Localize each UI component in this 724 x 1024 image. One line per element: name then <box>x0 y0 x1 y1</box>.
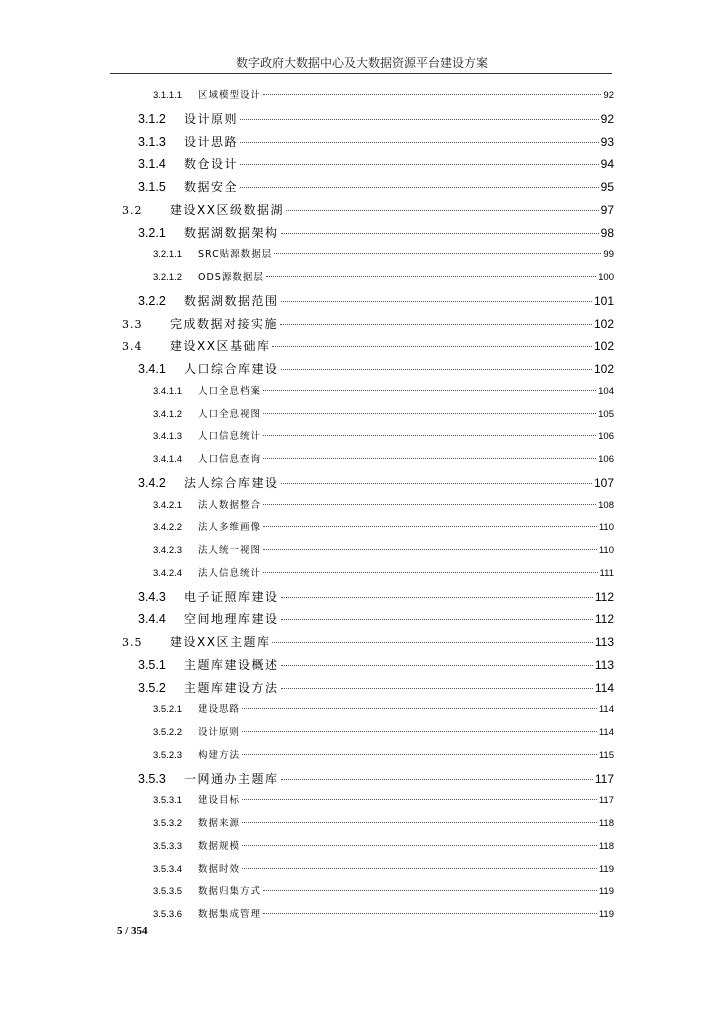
toc-entry-number: 3.5.3.1 <box>153 795 183 807</box>
toc-entry-title: 人口信息统计 <box>198 431 262 443</box>
toc-entry-title: 数据规模 <box>198 840 241 852</box>
toc-dot-leader <box>263 572 598 573</box>
toc-entry[interactable] <box>153 383 614 397</box>
toc-entry-title: 人口全息档案 <box>198 385 262 397</box>
toc-entry-page: 106 <box>598 454 614 465</box>
toc-entry-number: 3.5.3.6 <box>153 909 183 920</box>
toc-dot-leader <box>281 597 593 598</box>
toc-entry-number: 3.4.2.3 <box>153 545 183 556</box>
toc-entry-page: 93 <box>600 134 614 149</box>
toc-entry-title: 数据安全 <box>184 180 239 194</box>
toc-dot-leader <box>281 619 593 620</box>
toc-entry-page: 117 <box>594 771 614 786</box>
toc-entry-title: 人口综合库建设 <box>184 362 279 376</box>
toc-dot-leader <box>242 708 597 709</box>
toc-entry-number: 3.5.3.5 <box>153 886 183 898</box>
toc-entry-page: 110 <box>598 545 614 556</box>
toc-dot-leader <box>286 210 599 211</box>
toc-entry-page: 102 <box>593 316 614 331</box>
toc-entry-title: 数据归集方式 <box>198 886 262 898</box>
toc-dot-leader <box>281 688 593 689</box>
toc-entry[interactable] <box>153 428 614 442</box>
toc-entry[interactable] <box>153 861 614 875</box>
toc-entry-page: 95 <box>600 180 614 194</box>
toc-entry-page: 94 <box>600 157 614 172</box>
toc-dot-leader <box>263 549 597 550</box>
toc-entry-page: 92 <box>600 111 614 126</box>
toc-entry[interactable] <box>153 497 614 511</box>
toc-entry[interactable] <box>153 883 614 897</box>
toc-entry[interactable] <box>138 474 614 491</box>
toc-entry-number: 3.5.3 <box>138 771 166 786</box>
toc-entry[interactable] <box>153 406 614 420</box>
toc-dot-leader <box>263 913 597 914</box>
toc-dot-leader <box>263 435 596 436</box>
toc-entry-title: 数据集成管理 <box>198 909 262 920</box>
toc-entry-page: 119 <box>598 886 614 898</box>
toc-dot-leader <box>263 390 596 391</box>
toc-entry-number: 3.3 <box>122 317 143 331</box>
toc-dot-leader <box>281 779 593 780</box>
toc-dot-leader <box>263 94 601 95</box>
toc-dot-leader <box>281 483 592 484</box>
toc-dot-leader <box>274 253 601 254</box>
toc-entry-title: 建设思路 <box>198 704 241 716</box>
toc-entry-number: 3.2.2 <box>138 293 166 308</box>
toc-entry-title: 建设XX区级数据湖 <box>170 202 284 217</box>
toc-entry-number: 3.5.1 <box>138 657 166 672</box>
page-number: 5 / 354 <box>117 925 148 937</box>
toc-dot-leader <box>263 458 596 459</box>
toc-entry-title: 法人综合库建设 <box>184 475 279 490</box>
toc-entry[interactable] <box>138 224 614 241</box>
toc-entry-number: 3.4 <box>122 340 143 354</box>
toc-entry-number: 3.4.1 <box>138 362 166 376</box>
toc-entry-number: 3.1.1.1 <box>153 90 183 101</box>
toc-entry-page: 113 <box>594 635 614 649</box>
toc-entry-title: 法人信息统计 <box>198 567 262 579</box>
toc-entry-title: 电子证照库建设 <box>184 589 279 604</box>
toc-entry-title: 法人统一视图 <box>198 545 262 556</box>
toc-entry-number: 3.4.2.4 <box>153 567 183 579</box>
toc-entry[interactable] <box>153 838 614 852</box>
toc-dot-leader <box>263 526 597 527</box>
toc-dot-leader <box>242 822 597 823</box>
toc-entry[interactable] <box>138 679 614 696</box>
toc-entry-page: 118 <box>598 840 614 852</box>
toc-entry-title: ODS源数据层 <box>198 272 264 283</box>
toc-entry[interactable] <box>138 178 614 195</box>
toc-entry[interactable] <box>138 610 614 627</box>
toc-entry-title: 人口全息视图 <box>198 408 262 420</box>
toc-dot-leader <box>272 642 592 643</box>
toc-entry[interactable] <box>153 724 614 738</box>
toc-entry[interactable] <box>153 269 614 283</box>
toc-entry[interactable] <box>153 906 614 920</box>
toc-entry[interactable] <box>122 201 614 218</box>
toc-dot-leader <box>240 164 599 165</box>
toc-entry-title: 数据时效 <box>198 863 241 875</box>
toc-dot-leader <box>281 369 592 370</box>
toc-entry-number: 3.1.2 <box>138 111 166 126</box>
toc-entry-number: 3.4.2.2 <box>153 522 183 534</box>
toc-entry-title: SRC贴源数据层 <box>198 249 273 261</box>
toc-dot-leader <box>263 413 596 414</box>
toc-entry-title: 主题库建设概述 <box>184 657 279 672</box>
toc-entry-title: 设计原则 <box>184 111 239 126</box>
toc-dot-leader <box>281 233 599 234</box>
toc-entry[interactable] <box>138 292 614 309</box>
toc-entry-title: 主题库建设方法 <box>184 680 279 695</box>
toc-entry-page: 111 <box>599 567 614 579</box>
toc-entry-number: 3.5.2.2 <box>153 727 183 738</box>
toc-entry[interactable] <box>122 633 614 650</box>
toc-entry-page: 119 <box>598 909 614 920</box>
toc-entry[interactable] <box>138 656 614 673</box>
toc-entry[interactable] <box>138 133 614 150</box>
toc-entry[interactable] <box>122 315 614 332</box>
toc-dot-leader <box>240 142 599 143</box>
toc-entry-title: 人口信息查询 <box>198 454 262 465</box>
toc-entry[interactable] <box>153 565 614 579</box>
toc-entry[interactable] <box>153 747 614 761</box>
toc-entry-title: 法人数据整合 <box>198 499 262 511</box>
toc-entry-title: 数据湖数据范围 <box>184 293 279 308</box>
toc-entry-page: 119 <box>598 863 614 875</box>
toc-entry-page: 114 <box>594 680 614 695</box>
toc-entry-page: 108 <box>598 499 614 511</box>
toc-dot-leader <box>272 346 592 347</box>
toc-entry-title: 建设XX区基础库 <box>170 339 271 354</box>
toc-entry-title: 设计思路 <box>184 134 239 149</box>
toc-entry-page: 118 <box>598 818 614 829</box>
toc-dot-leader <box>242 868 597 869</box>
toc-entry-page: 99 <box>603 249 614 261</box>
toc-entry-number: 3.5.2.3 <box>153 749 183 761</box>
toc-entry-number: 3.5.3.3 <box>153 840 183 852</box>
toc-entry-title: 空间地理库建设 <box>184 612 279 627</box>
toc-entry-page: 114 <box>598 727 614 738</box>
toc-entry-page: 98 <box>600 225 614 240</box>
toc-entry-number: 3.4.1.2 <box>153 408 183 420</box>
toc-dot-leader <box>281 665 593 666</box>
toc-entry-page: 117 <box>598 795 614 807</box>
toc-dot-leader <box>242 754 597 755</box>
toc-dot-leader <box>280 324 592 325</box>
toc-entry-page: 114 <box>598 704 614 716</box>
toc-entry[interactable] <box>138 770 614 787</box>
toc-dot-leader <box>242 799 597 800</box>
toc-dot-leader <box>242 845 597 846</box>
toc-entry-number: 3.1.5 <box>138 180 166 194</box>
toc-entry-number: 3.5 <box>122 636 143 649</box>
toc-dot-leader <box>240 119 599 120</box>
toc-entry-page: 112 <box>594 612 614 627</box>
toc-entry-title: 设计原则 <box>198 727 241 738</box>
toc-entry[interactable] <box>138 110 614 127</box>
toc-entry-number: 3.2.1.2 <box>153 272 183 283</box>
toc-entry-page: 104 <box>598 385 614 397</box>
toc-entry-title: 数据湖数据架构 <box>184 225 279 240</box>
toc-entry-number: 3.5.3.4 <box>153 863 183 875</box>
toc-entry-title: 数仓设计 <box>184 157 239 172</box>
toc-dot-leader <box>263 504 596 505</box>
toc-dot-leader <box>263 890 597 891</box>
toc-entry[interactable] <box>138 155 614 172</box>
toc-entry-number: 3.4.1.4 <box>153 454 183 465</box>
toc-entry-page: 101 <box>593 293 614 308</box>
toc-dot-leader <box>281 301 592 302</box>
toc-entry-page: 105 <box>598 408 614 420</box>
toc-entry-title: 法人多维画像 <box>198 522 262 534</box>
toc-entry-page: 106 <box>598 431 614 443</box>
toc-entry-page: 115 <box>598 749 614 761</box>
toc-entry-number: 3.5.2.1 <box>153 704 183 716</box>
toc-entry-number: 3.4.2 <box>138 475 166 490</box>
toc-entry[interactable] <box>153 246 614 260</box>
page-header: 数字政府大数据中心及大数据资源平台建设方案 <box>235 56 488 70</box>
toc-entry-page: 107 <box>593 475 614 490</box>
toc-dot-leader <box>240 187 599 188</box>
toc-entry-number: 3.2.1 <box>138 225 166 240</box>
toc-entry-page: 112 <box>594 589 614 604</box>
toc-entry-number: 3.4.1.3 <box>153 431 183 443</box>
toc-entry[interactable] <box>122 337 614 354</box>
toc-entry[interactable] <box>138 360 614 377</box>
toc-entry-title: 构建方法 <box>198 749 241 761</box>
toc-entry-number: 3.5.3.2 <box>153 818 183 829</box>
toc-entry-number: 3.2.1.1 <box>153 249 183 261</box>
toc-entry[interactable] <box>153 815 614 829</box>
toc-entry[interactable] <box>153 519 614 533</box>
toc-entry-title: 数据来源 <box>198 818 241 829</box>
toc-entry-number: 3.1.3 <box>138 134 166 149</box>
header-divider <box>110 73 612 74</box>
toc-entry-title: 建设目标 <box>198 795 241 807</box>
toc-entry-page: 97 <box>600 202 614 217</box>
toc-entry-page: 100 <box>598 272 614 283</box>
toc-entry-title: 完成数据对接实施 <box>170 316 279 331</box>
toc-entry-page: 113 <box>594 657 614 672</box>
toc-entry[interactable] <box>153 792 614 806</box>
toc-entry[interactable] <box>138 588 614 605</box>
toc-entry-page: 110 <box>598 522 614 534</box>
toc-entry-page: 102 <box>593 362 614 376</box>
toc-entry-number: 3.4.1.1 <box>153 385 183 397</box>
toc-dot-leader <box>266 276 596 277</box>
toc-entry-title: 一网通办主题库 <box>184 771 279 786</box>
toc-entry-number: 3.2 <box>122 203 143 217</box>
toc-entry-number: 3.1.4 <box>138 157 166 172</box>
toc-entry-number: 3.4.3 <box>138 589 166 604</box>
toc-entry[interactable] <box>153 451 614 465</box>
toc-entry-number: 3.4.4 <box>138 612 166 627</box>
toc-entry-page: 92 <box>603 90 614 101</box>
toc-entry[interactable] <box>153 542 614 556</box>
toc-entry[interactable] <box>153 701 614 715</box>
toc-entry-number: 3.5.2 <box>138 680 166 695</box>
toc-entry-page: 102 <box>593 339 614 354</box>
toc-entry[interactable] <box>153 87 614 101</box>
toc-entry-number: 3.4.2.1 <box>153 499 183 511</box>
toc-entry-title: 区域模型设计 <box>198 90 262 101</box>
toc-dot-leader <box>242 731 597 732</box>
toc-entry-title: 建设XX区主题库 <box>170 635 271 649</box>
